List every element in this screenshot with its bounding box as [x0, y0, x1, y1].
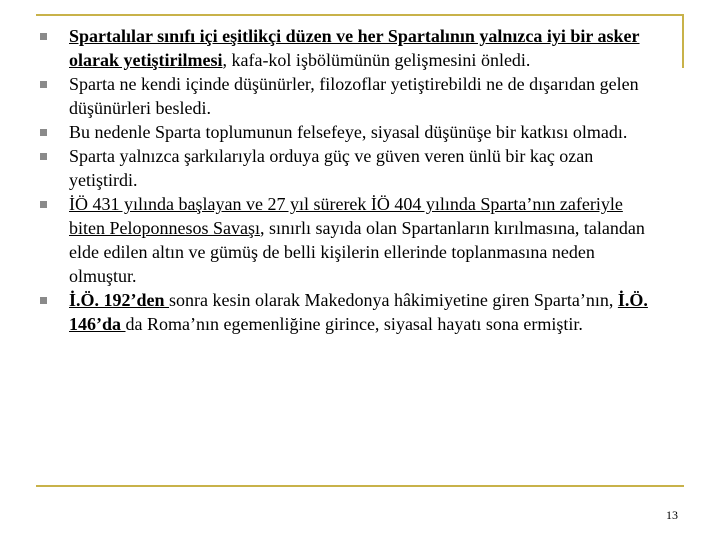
bullet-text-segment: Bu nedenle Sparta toplumunun felsefeye, siyasal düşünüşe bir katkısı olmadı.: [69, 122, 628, 142]
bullet-item: [40, 24, 660, 72]
bullet-text-segment: İÖ 431 yılında başlayan ve 27 yıl sürerek İÖ 404 yılında Sparta’nın zaferiyle biten Peloponnesos Savaşı: [69, 194, 623, 238]
top-rule: [36, 14, 684, 16]
bullet-text-segment: , sınırlı sayıda olan Spartanların kırılmasına, talandan elde edilen altın ve gümüş de belli kişilerin ellerinde toplanmasına neden olmuştur.: [69, 218, 645, 286]
square-bullet-icon: [40, 33, 47, 40]
bullet-text-segment: da Roma’nın egemenliğine girince, siyasal hayatı sona ermiştir.: [125, 314, 583, 334]
bullet-text-segment: Spartalılar sınıfı içi eşitlikçi düzen ve her Spartalının yalnızca iyi bir asker olarak yetiştirilmesi: [69, 26, 640, 70]
bullet-text-segment: sonra kesin olarak Makedonya hâkimiyetine giren Sparta’nın,: [169, 290, 618, 310]
bullet-item: [40, 72, 660, 120]
square-bullet-icon: [40, 201, 47, 208]
bullet-text-segment: İ.Ö. 146’da: [69, 290, 648, 334]
bullet-text-segment: Sparta yalnızca şarkılarıyla orduya güç ve güven veren ünlü bir kaç ozan yetiştirdi.: [69, 146, 594, 190]
bullet-item: [40, 192, 660, 288]
bullet-text-segment: Sparta ne kendi içinde düşünürler, filozoflar yetiştirebildi ne de dışarıdan gelen düşünürleri besledi.: [69, 74, 639, 118]
right-rule: [682, 14, 684, 68]
page-number: 13: [666, 508, 678, 522]
bullet-item: [40, 120, 660, 144]
square-bullet-icon: [40, 129, 47, 136]
bullet-item: [40, 288, 660, 336]
square-bullet-icon: [40, 81, 47, 88]
bullet-text-segment: , kafa-kol işbölümünün gelişmesini önledi.: [222, 50, 531, 70]
square-bullet-icon: [40, 153, 47, 160]
bullet-item: [40, 144, 660, 192]
bullet-list: [40, 24, 660, 336]
bottom-rule: [36, 485, 684, 487]
square-bullet-icon: [40, 297, 47, 304]
bullet-text-segment: İ.Ö. 192’den: [69, 290, 170, 310]
